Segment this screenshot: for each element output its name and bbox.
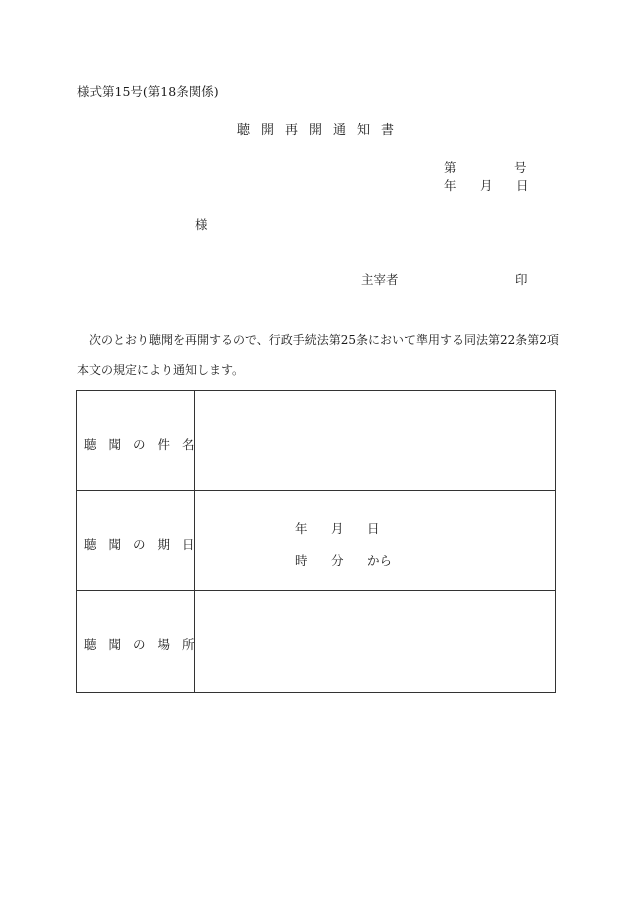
hearing-info-table [76, 390, 556, 693]
recipient-honorific: 様 [195, 217, 208, 232]
table-row-date [77, 491, 555, 591]
hearing-time-hour: 時 [295, 553, 308, 568]
hearing-time-from: から [367, 553, 393, 568]
body-text-line-2: 本文の規定により通知します。 [77, 363, 245, 377]
label-cell [77, 491, 207, 590]
number-prefix: 第 [444, 160, 457, 175]
label-cell [77, 591, 207, 692]
table-row-subject [77, 391, 555, 491]
hearing-date-month: 月 [331, 521, 344, 536]
hearing-date-day: 日 [367, 521, 380, 536]
table-row-location [77, 591, 555, 692]
presider-label: 主宰者 [361, 272, 399, 287]
number-suffix: 号 [514, 160, 527, 175]
label-cell [77, 391, 207, 490]
row-label-subject: 聴聞の件名 [84, 437, 207, 452]
hearing-time-minute: 分 [331, 553, 344, 568]
value-cell-location [195, 591, 555, 692]
value-cell-date [195, 491, 555, 590]
issue-date-day: 日 [516, 178, 529, 193]
seal-label: 印 [515, 272, 528, 287]
issue-date-year: 年 [444, 178, 457, 193]
row-label-location: 聴聞の場所 [84, 637, 207, 652]
body-text-line-1: 次のとおり聴聞を再開するので、行政手続法第25条において準用する同法第22条第2項 [89, 333, 559, 347]
row-label-date: 聴聞の期日 [84, 537, 207, 552]
form-number: 様式第15号(第18条関係) [77, 84, 219, 99]
hearing-date-year: 年 [295, 521, 308, 536]
document-title: 聴開再開通知書 [237, 123, 406, 138]
issue-date-month: 月 [480, 178, 493, 193]
value-cell-subject [195, 391, 555, 490]
